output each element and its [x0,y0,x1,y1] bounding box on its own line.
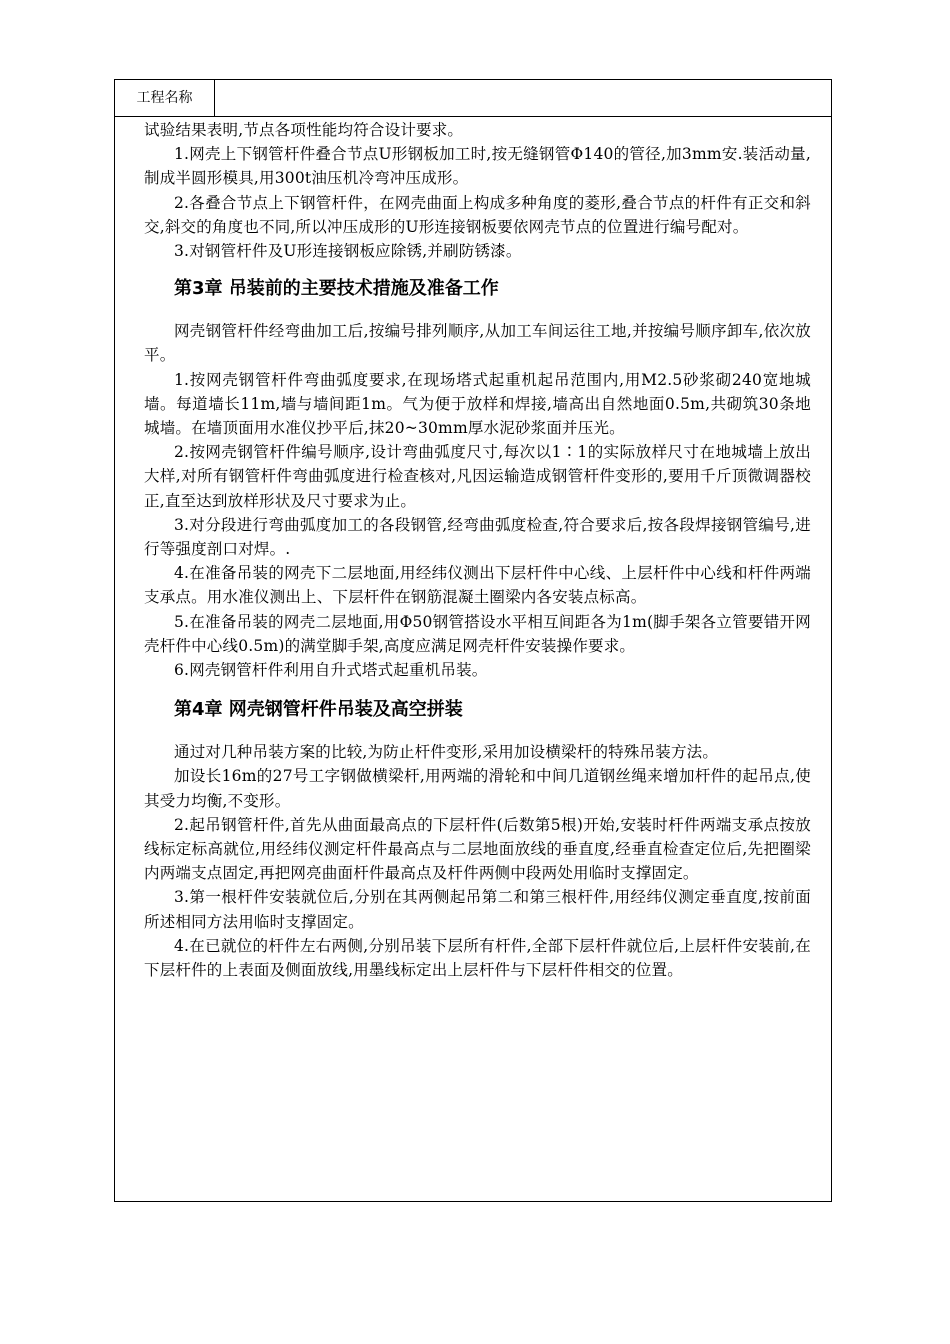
intro-paragraph: 3.对钢管杆件及U形连接钢板应除锈,并刷防锈漆。 [174,242,522,261]
header-row [115,80,831,117]
chapter-3-paragraph: 网壳钢管杆件经弯曲加工后,按编号排列顺序,从加工车间运往工地,并按编号顺序卸车,依次放平。 [144,322,811,365]
project-name-label: 工程名称 [115,80,215,116]
intro-paragraph: 1.网壳上下钢管杆件叠合节点U形钢板加工时,按无缝钢管Φ140的管径,加3mm安.装活动量,制成半圆形模具,用300t油压机冷弯冲压成形。 [144,145,811,188]
intro-paragraph: 2.各叠合节点上下钢管杆件，在网壳曲面上构成多种角度的菱形,叠合节点的杆件有正交和斜交,斜交的角度也不同,所以冲压成形的U形连接钢板要依网壳节点的位置进行编号配对。 [144,193,811,236]
chapter-4-paragraph: 4.在已就位的杆件左右两侧,分别吊装下层所有杆件,全部下层杆件就位后,上层杆件安装前,在下层杆件的上表面及侧面放线,用墨线标定出上层杆件与下层杆件相交的位置。 [144,936,811,980]
chapter-3-paragraph: 4.在准备吊装的网壳下二层地面,用经纬仪测出下层杆件中心线、上层杆件中心线和杆件两端支承点。用水准仪测出上、下层杆件在钢筋混凝土圈梁内各安装点标高。 [144,564,811,607]
chapter-4-paragraph: 2.起吊钢管杆件,首先从曲面最高点的下层杆件(后数第5根)开始,安装时杆件两端支承点按放线标定标高就位,用经纬仪测定杆件最高点与二层地面放线的垂直度,经垂直检查定位后,先把圈梁内两端支点固定,再把网亮曲面杆件最高点及杆件两侧中段两处用临时支撑固定。 [144,815,811,883]
chapter-4-paragraph: 加设长16m的27号工字钢做横梁杆,用两端的滑轮和中间几道钢丝绳来增加杆件的起吊点,使其受力均衡,不变形。 [144,767,811,810]
chapter-3-paragraph: 3.对分段进行弯曲弧度加工的各段钢管,经弯曲弧度检查,符合要求后,按各段焊接钢管编号,进行等强度剖口对焊。. [144,515,811,559]
chapter-3-paragraph: 2.按网壳钢管杆件编号顺序,设计弯曲弧度尺寸,每次以1∶1的实际放样尺寸在地城墙上放出大样,对所有钢管杆件弯曲弧度进行检查核对,凡因运输造成钢管杆件变形的,要用千斤顶微调器校正,直至达到放样形状及尺寸要求为止。 [144,443,811,510]
document-body [144,118,811,982]
chapter-3-paragraph: 5.在准备吊装的网壳二层地面,用Φ50钢管搭设水平相互间距各为1m(脚手架各立管要错开网壳杆件中心线0.5m)的满堂脚手架,高度应满足网壳杆件安装操作要求。 [144,612,811,655]
chapter-4-paragraph: 通过对几种吊装方案的比较,为防止杆件变形,采用加设横梁杆的特殊吊装方法。 [174,743,719,762]
chapter-3-paragraph: 6.网壳钢管杆件利用自升式塔式起重机吊装。 [174,661,488,680]
chapter-3-heading: 第3章 吊装前的主要技术措施及准备工作 [174,278,499,300]
chapter-3-paragraph: 1.按网壳钢管杆件弯曲弧度要求,在现场塔式起重机起吊范围内,用M2.5砂浆砌240宽地城墙。每道墙长11m,墙与墙间距1m。气为便于放样和焊接,墙高出自然地面0.5m,共砌筑30条地城墙。在墙顶面用水准仪抄平后,抹20~30mm厚水泥砂浆面并压光。 [144,370,811,438]
document-frame [114,79,832,1202]
chapter-4-heading: 第4章 网壳钢管杆件吊装及高空拼装 [174,699,463,721]
intro-paragraph: 试验结果表明,节点各项性能均符合设计要求。 [144,121,464,139]
chapter-4-paragraph: 3.第一根杆件安装就位后,分别在其两侧起吊第二和第三根杆件,用经纬仪测定垂直度,按前面所述相同方法用临时支撑固定。 [144,888,811,931]
